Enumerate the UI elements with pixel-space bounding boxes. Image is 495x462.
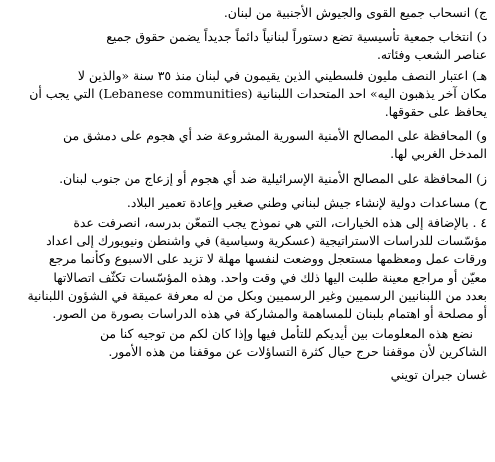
item-h <box>10 194 487 212</box>
item-g <box>10 170 487 188</box>
item-4-line-1: ٤ . بالإضافة إلى هذه الخيارات، التي هي نموذج يجب التمعّن بدرسه، انصرفت عدة <box>73 215 487 231</box>
item-e-line-3: يحافظ على حقوقها. <box>384 104 487 120</box>
item-4-line-2: مؤسّسات للدراسات الاستراتيجية (عسكرية وسياسية) في واشنطن ونيويورك إلى اعداد <box>46 233 487 249</box>
item-h-line-1: ح) مساعدات دولية لإنشاء جيش لبناني وطني صغير وإعادة تعمير البلاد. <box>126 194 487 210</box>
item-4-line-5: بعدد من اللبنانيين الرسميين وغير الرسميين وبكل من له معرفة عميقة في الشؤون اللبنانية <box>27 287 487 303</box>
item-f-line-2: المدخل الغربي لها. <box>390 146 487 162</box>
item-e <box>10 67 487 122</box>
item-d-line-2: عناصر الشعب وفئاته. <box>376 47 487 63</box>
closing-paragraph <box>10 325 487 361</box>
item-4 <box>10 214 487 323</box>
item-4-line-3: ورقات عمل ومعظمها مستعجل ووضعت لنفسها مهلة لا تزيد على الاسبوع وكأنما مرجع <box>48 251 487 267</box>
item-f-line-1: و) المحافظة على المصالح الأمنية السورية المشروعة ضد أي هجوم على دمشق من <box>63 128 487 144</box>
item-c <box>10 4 487 22</box>
item-e-line-2: مكان آخر يذهبون اليه» احد المتحدات اللبنانية (Lebanese communities) التي يجب أن <box>29 85 487 101</box>
item-f <box>10 127 487 163</box>
item-c-line-1: ج) انسحاب جميع القوى والجيوش الأجنبية من لبنان. <box>223 5 487 20</box>
item-g-line-1: ز) المحافظة على المصالح الأمنية الإسرائيلية ضد أي هجوم أو إزعاج من جنوب لبنان. <box>59 170 487 186</box>
item-4-line-6: أو مصلحة أو اهتمام بلبنان للمساهمة والمشاركة في هذه الدراسات بصورة من الصور. <box>52 306 487 322</box>
signature: غسان جبران تويني <box>390 366 487 382</box>
closing-line-1: نضع هذه المعلومات بين أيديكم للتأمل فيها وإذا كان لكم من توجيه كنا من <box>99 326 473 342</box>
item-d <box>10 28 487 64</box>
item-e-line-1: هـ) اعتبار النصف مليون فلسطيني الذين يقيمون في لبنان منذ ٣٥ سنة «والذين لا <box>77 67 487 83</box>
item-d-line-1: د) انتخاب جمعية تأسيسية تضع دستوراً لبنانياً دائماً جديداً يضمن حقوق جميع <box>106 29 487 45</box>
item-4-line-4: معيّن أو مراجع معينة طلبت اليها ذلك في وقت واحد. وهذه المؤسّسات تكثّف اتصالاتها <box>53 269 487 285</box>
closing-line-2: الشاكرين لأن موقفنا حرج حيال كثرة التساؤلات عن موقفنا من هذه الأمور. <box>108 344 487 360</box>
